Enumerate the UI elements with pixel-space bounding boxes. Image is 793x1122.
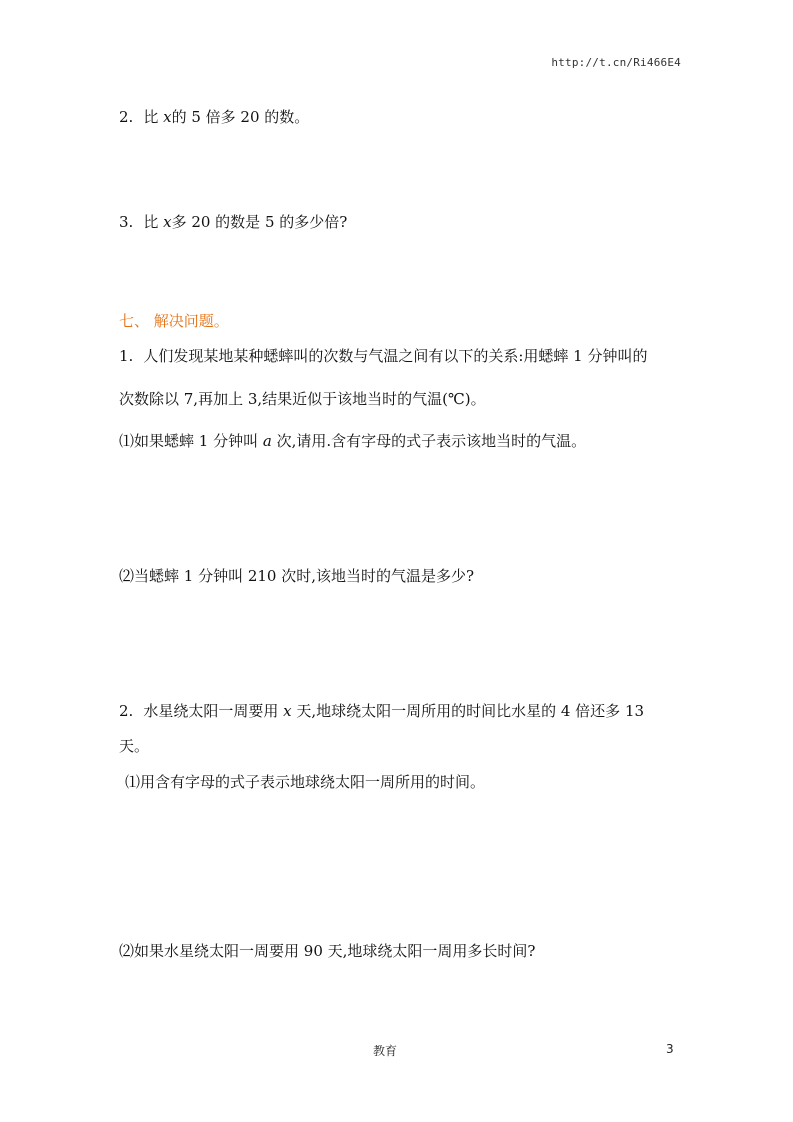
problem-1-subquestion-2: ⑵当蟋蟀 1 分钟叫 210 次时,该地当时的气温是多少? (119, 567, 475, 585)
variable-x: x (283, 702, 292, 720)
problem-1-line-1 (119, 346, 647, 366)
question-3 (119, 212, 347, 232)
question-number: 2. (119, 108, 134, 126)
problem-1-subquestion-1 (119, 431, 586, 451)
problem-2-line-1 (119, 701, 644, 721)
variable-x: x (163, 213, 172, 231)
question-text-pre: 比 (143, 213, 164, 231)
question-text-post: 的 5 倍多 20 的数。 (171, 108, 310, 126)
subquestion-text-pre: ⑴如果蟋蟀 1 分钟叫 (119, 432, 263, 450)
section-title: 七、 解决问题。 (119, 312, 229, 330)
question-text-post: 多 20 的数是 5 的多少倍? (171, 213, 348, 231)
question-number: 3. (119, 213, 134, 231)
subquestion-text-post: 次,请用.含有字母的式子表示该地当时的气温。 (271, 432, 587, 450)
variable-a: a (262, 432, 272, 450)
question-text-pre: 比 (143, 108, 164, 126)
header-url[interactable]: http://t.cn/Ri466E4 (551, 56, 681, 69)
problem-text-pre: 水星绕太阳一周要用 (143, 702, 284, 720)
footer-label: 教育 (373, 1044, 398, 1058)
problem-2-subquestion-1: ⑴用含有字母的式子表示地球绕太阳一周所用的时间。 (125, 773, 486, 791)
page-number: 3 (666, 1042, 674, 1056)
problem-text-post: 天,地球绕太阳一周所用的时间比水星的 4 倍还多 13 (291, 702, 645, 720)
problem-1-line-2: 次数除以 7,再加上 3,结果近似于该地当时的气温(℃)。 (119, 390, 486, 408)
problem-text: 人们发现某地某种蟋蟀叫的次数与气温之间有以下的关系:用蟋蟀 1 分钟叫的 (143, 347, 648, 365)
variable-x: x (163, 108, 172, 126)
problem-number: 1. (119, 347, 134, 365)
problem-number: 2. (119, 702, 134, 720)
problem-2-subquestion-2: ⑵如果水星绕太阳一周要用 90 天,地球绕太阳一周用多长时间? (119, 942, 536, 960)
question-2 (119, 107, 309, 127)
problem-2-line-2: 天。 (119, 737, 150, 755)
